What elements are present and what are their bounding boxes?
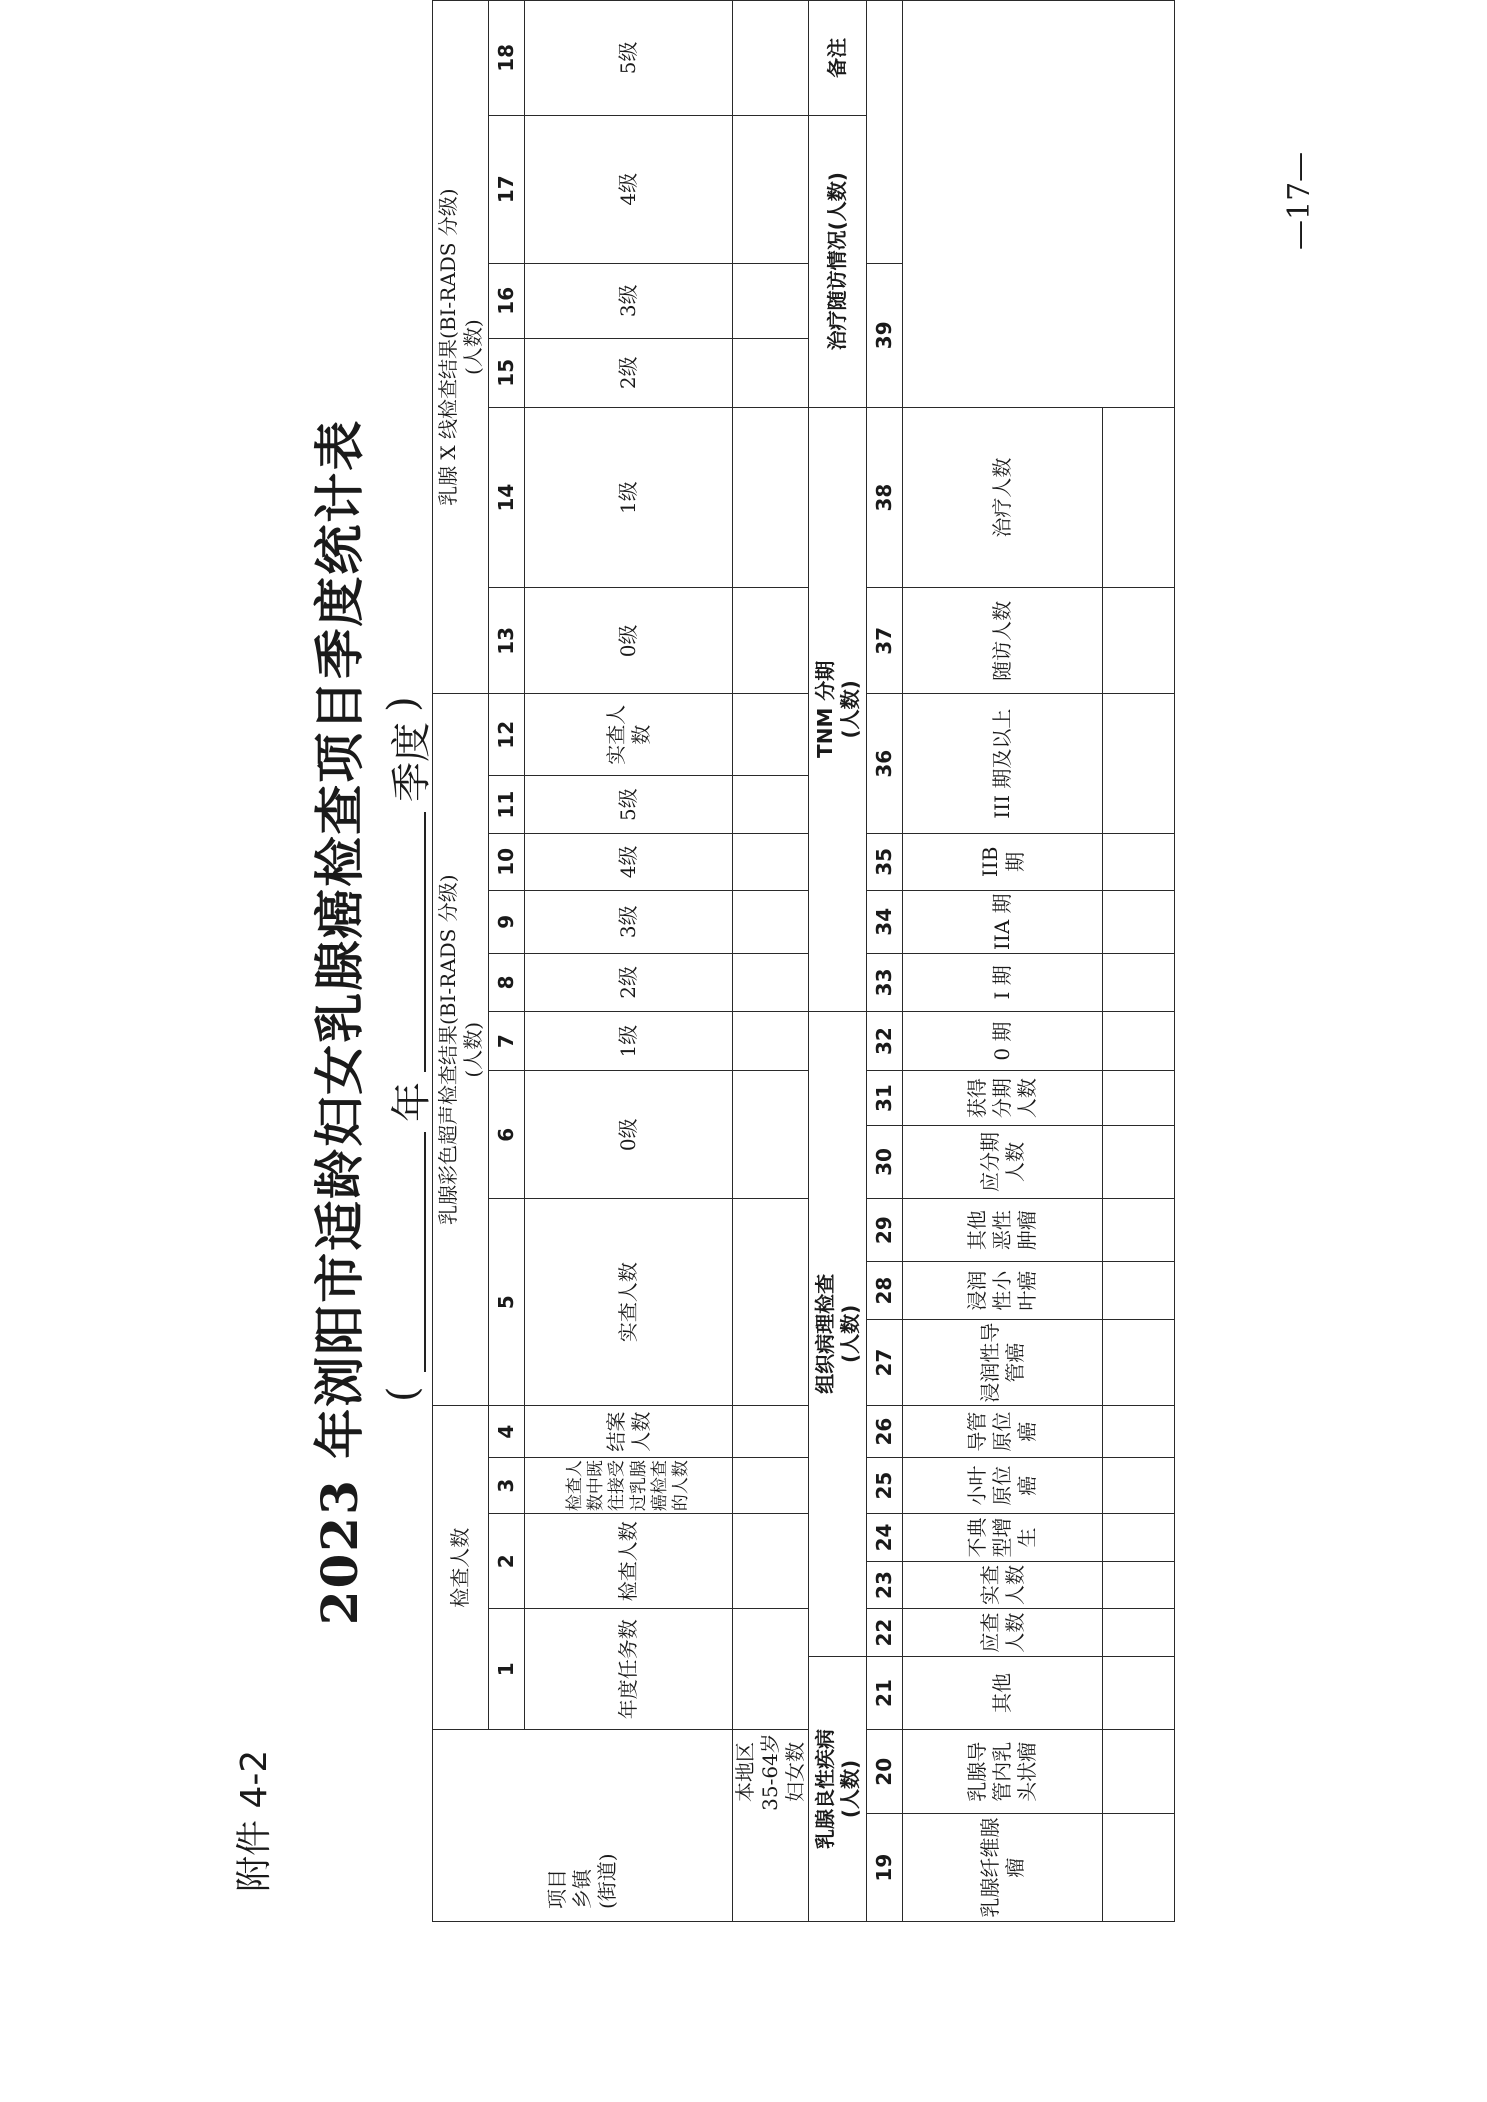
data-cell-1[interactable] (733, 1609, 809, 1730)
col-label-stage-iib: IIB 期 (903, 834, 1103, 891)
col-number-28: 28 (867, 1262, 903, 1320)
col-label-invasive-ductal: 浸润性导管癌 (903, 1320, 1103, 1406)
col-number-20: 20 (867, 1730, 903, 1814)
col-label-exam-count: 检查人数 (525, 1514, 733, 1609)
col-number-25: 25 (867, 1458, 903, 1514)
data-cell-13[interactable] (733, 588, 809, 694)
period-close-paren: ) (380, 696, 426, 712)
col-label-should-stage: 应分期人数 (903, 1125, 1103, 1198)
col-label-xray-actual: 实查人数 (525, 694, 733, 776)
col-number-39-tail (867, 1, 903, 264)
remark-cell[interactable] (903, 1, 1175, 408)
col-label-invasive-lobular: 浸润性小叶癌 (903, 1262, 1103, 1320)
col-number-26: 26 (867, 1406, 903, 1458)
data-cell-12[interactable] (733, 694, 809, 776)
col-label-xray-grade-4: 4级 (525, 115, 733, 263)
col-number-5: 5 (489, 1199, 525, 1406)
data-cell-3[interactable] (733, 1458, 809, 1514)
col-number-38: 38 (867, 407, 903, 588)
col-label-stage-iia: IIA 期 (903, 890, 1103, 953)
col-label-us-grade-5: 5级 (525, 776, 733, 834)
col-label-prior-screened: 检查人数中既往接受过乳腺癌检查的人数 (525, 1458, 733, 1514)
data-cell-35[interactable] (1103, 834, 1175, 891)
col-number-22: 22 (867, 1609, 903, 1657)
benign-disease-header: 乳腺良性疾病 (人数) (809, 1656, 867, 1921)
col-label-xray-grade-5: 5级 (525, 1, 733, 116)
remark-header: 备注 (809, 1, 867, 116)
col-label-us-grade-3: 3级 (525, 890, 733, 953)
data-cell-2[interactable] (733, 1514, 809, 1609)
col-label-followup-count: 随访人数 (903, 588, 1103, 694)
col-number-14: 14 (489, 407, 525, 588)
data-cell-17[interactable] (733, 115, 809, 263)
data-cell-38[interactable] (1103, 407, 1175, 588)
data-cell-27[interactable] (1103, 1320, 1175, 1406)
data-cell-24[interactable] (1103, 1514, 1175, 1562)
col-number-31: 31 (867, 1071, 903, 1125)
col-number-39: 39 (867, 263, 903, 407)
col-number-16: 16 (489, 263, 525, 338)
col-label-staged: 获得分期人数 (903, 1071, 1103, 1125)
data-cell-8[interactable] (733, 953, 809, 1011)
xray-results-header: 乳腺 X 线检查结果(BI-RADS 分级) (人数) (433, 1, 489, 694)
data-cell-37[interactable] (1103, 588, 1175, 694)
period-open-paren: ( (380, 1386, 426, 1402)
col-label-stage-i: I 期 (903, 953, 1103, 1011)
pathology-header: 组织病理检查 (人数) (809, 1011, 867, 1656)
col-number-13: 13 (489, 588, 525, 694)
quarter-blank-line (424, 812, 426, 1072)
data-cell-7[interactable] (733, 1011, 809, 1071)
col-number-2: 2 (489, 1514, 525, 1609)
data-cell-5[interactable] (733, 1199, 809, 1406)
township-blank-cell (733, 1814, 809, 1922)
col-number-9: 9 (489, 890, 525, 953)
col-number-24: 24 (867, 1514, 903, 1562)
col-number-35: 35 (867, 834, 903, 891)
col-number-32: 32 (867, 1011, 903, 1071)
data-cell-28[interactable] (1103, 1262, 1175, 1320)
data-cell-10[interactable] (733, 834, 809, 891)
col-number-18: 18 (489, 1, 525, 116)
col-label-us-grade-1: 1级 (525, 1011, 733, 1071)
attachment-label: 附件 4-2 (234, 1749, 275, 1892)
col-label-ductal-in-situ: 导管原位癌 (903, 1406, 1103, 1458)
data-cell-33[interactable] (1103, 953, 1175, 1011)
period-line (380, 682, 436, 1402)
data-cell-16[interactable] (733, 263, 809, 338)
page-number: —17— (1282, 151, 1317, 250)
data-cell-23[interactable] (1103, 1561, 1175, 1609)
data-cell-22[interactable] (1103, 1609, 1175, 1657)
data-cell-34[interactable] (1103, 890, 1175, 953)
population-label: 本地区35-64岁妇女数 (733, 1730, 809, 1814)
col-number-1: 1 (489, 1609, 525, 1730)
data-cell-36[interactable] (1103, 694, 1175, 834)
data-cell-31[interactable] (1103, 1071, 1175, 1125)
col-label-us-actual: 实查人数 (525, 1199, 733, 1406)
tnm-staging-header: TNM 分期 (人数) (809, 407, 867, 1011)
data-cell-11[interactable] (733, 776, 809, 834)
page-title: 2023 年浏阳市适龄妇女乳腺癌检查项目季度统计表 (310, 418, 369, 1626)
col-number-21: 21 (867, 1656, 903, 1729)
col-label-xray-grade-1: 1级 (525, 407, 733, 588)
data-cell-25[interactable] (1103, 1458, 1175, 1514)
data-cell-15[interactable] (733, 338, 809, 407)
col-number-10: 10 (489, 834, 525, 891)
period-quarter-label: 季度 (389, 722, 435, 802)
data-cell-19[interactable] (1103, 1814, 1175, 1922)
col-label-intraductal-papilloma: 乳腺导管内乳头状瘤 (903, 1730, 1103, 1814)
col-number-33: 33 (867, 953, 903, 1011)
col-label-us-grade-2: 2级 (525, 953, 733, 1011)
period-year-label: 年 (389, 1082, 435, 1122)
col-number-11: 11 (489, 776, 525, 834)
followup-header: 治疗随访情况(人数) (809, 115, 867, 407)
exam-count-group-header: 检查人数 (433, 1406, 489, 1730)
col-number-29: 29 (867, 1199, 903, 1262)
col-label-us-grade-4: 4级 (525, 834, 733, 891)
col-number-4: 4 (489, 1406, 525, 1458)
data-cell-29[interactable] (1103, 1199, 1175, 1262)
col-number-34: 34 (867, 890, 903, 953)
col-number-8: 8 (489, 953, 525, 1011)
data-cell-21[interactable] (1103, 1656, 1175, 1729)
data-cell-30[interactable] (1103, 1125, 1175, 1198)
col-label-lobular-in-situ: 小叶原位癌 (903, 1458, 1103, 1514)
ultrasound-results-header: 乳腺彩色超声检查结果(BI-RADS 分级) (人数) (433, 694, 489, 1406)
data-cell-14[interactable] (733, 407, 809, 588)
col-label-fibroadenoma: 乳腺纤维腺瘤 (903, 1814, 1103, 1922)
col-label-atypical-hyperplasia: 不典型增生 (903, 1514, 1103, 1562)
col-label-stage-iii-plus: III 期及以上 (903, 694, 1103, 834)
data-cell-32[interactable] (1103, 1011, 1175, 1071)
col-label-stage-0: 0 期 (903, 1011, 1103, 1071)
col-number-27: 27 (867, 1320, 903, 1406)
data-cell-6[interactable] (733, 1071, 809, 1199)
col-label-other-malignant: 其他恶性肿瘤 (903, 1199, 1103, 1262)
data-cell-9[interactable] (733, 890, 809, 953)
data-cell-20[interactable] (1103, 1730, 1175, 1814)
year-blank-line (424, 1132, 426, 1372)
col-number-36: 36 (867, 694, 903, 834)
col-number-6: 6 (489, 1071, 525, 1199)
col-label-closed-cases: 结案人数 (525, 1406, 733, 1458)
col-number-37: 37 (867, 588, 903, 694)
col-label-us-grade-0: 0级 (525, 1071, 733, 1199)
col-label-path-actual-check: 实查人数 (903, 1561, 1103, 1609)
col-label-treated-count: 治疗人数 (903, 407, 1103, 588)
col-label-path-should-check: 应查人数 (903, 1609, 1103, 1657)
col-label-annual-task: 年度任务数 (525, 1609, 733, 1730)
col-number-3: 3 (489, 1458, 525, 1514)
data-cell-4[interactable] (733, 1406, 809, 1458)
col-number-23: 23 (867, 1561, 903, 1609)
col-number-19: 19 (867, 1814, 903, 1922)
col-number-30: 30 (867, 1125, 903, 1198)
data-cell-18[interactable] (733, 1, 809, 116)
col-label-xray-grade-0: 0级 (525, 588, 733, 694)
col-number-17: 17 (489, 115, 525, 263)
col-label-xray-grade-3: 3级 (525, 263, 733, 338)
col-number-15: 15 (489, 338, 525, 407)
col-number-12: 12 (489, 694, 525, 776)
item-township-header: 项目 乡镇 (街道) (433, 1730, 733, 1922)
col-label-benign-other: 其他 (903, 1656, 1103, 1729)
data-cell-26[interactable] (1103, 1406, 1175, 1458)
col-label-xray-grade-2: 2级 (525, 338, 733, 407)
col-number-7: 7 (489, 1011, 525, 1071)
statistics-table (432, 0, 1175, 1922)
